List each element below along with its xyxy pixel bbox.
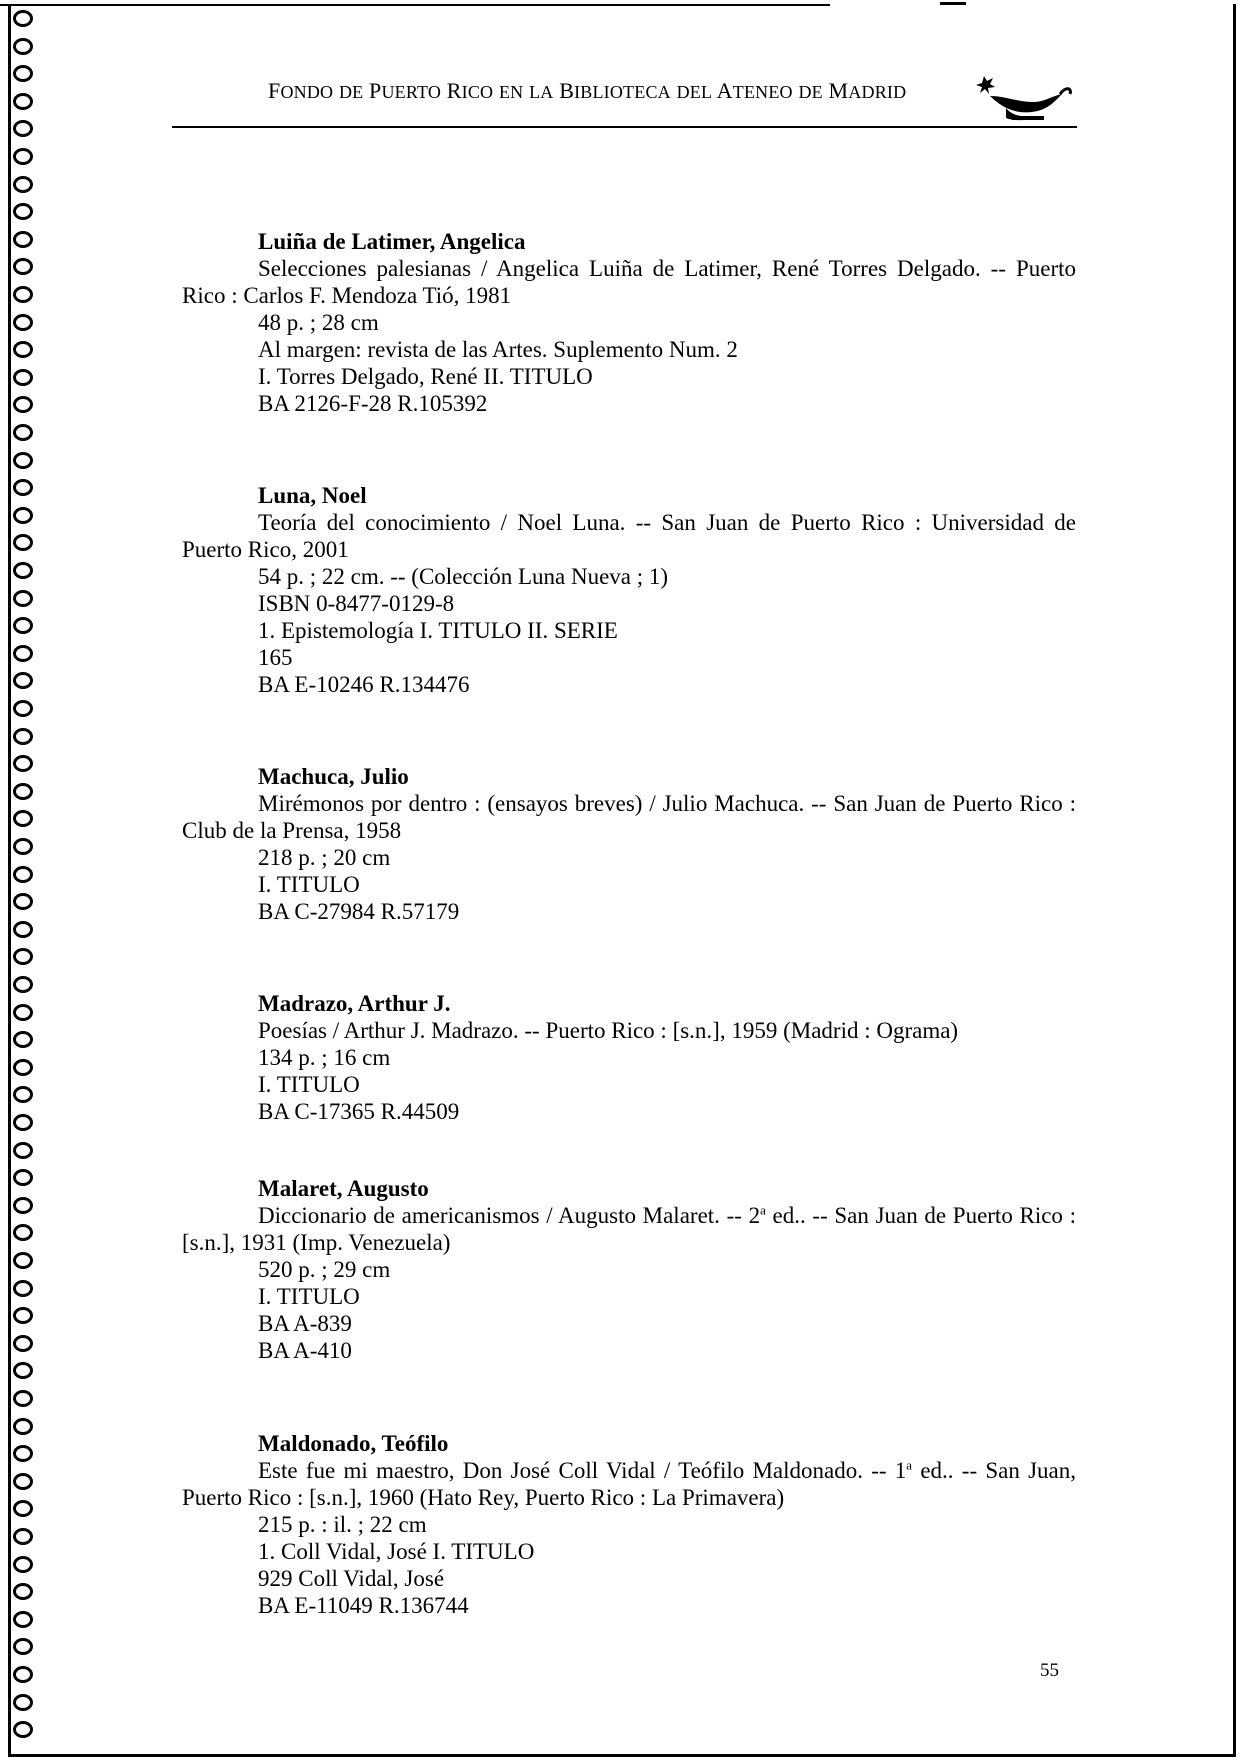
binding-ring <box>13 1721 33 1738</box>
binding-ring <box>13 1197 33 1214</box>
binding-ring <box>13 1362 33 1379</box>
binding-ring <box>13 1611 33 1628</box>
entry-author: Machuca, Julio <box>258 764 409 789</box>
binding-ring <box>13 1335 33 1352</box>
binding-ring <box>13 1031 33 1048</box>
binding-ring <box>13 1142 33 1159</box>
binding-ring <box>13 10 33 27</box>
binding-ring <box>13 38 33 55</box>
entry-author: Luiña de Latimer, Angelica <box>258 229 526 254</box>
binding-ring <box>13 176 33 193</box>
entry-title: Este fue mi maestro, Don José Coll Vidal / Teófilo Maldonado. -- 1$^a$ ed.. -- San Juan, Puerto Rico : [s.n.], 1960 (Hato Rey, Puerto Rico : La Primavera) <box>182 1457 1076 1510</box>
binding-ring <box>13 1666 33 1683</box>
binding-ring <box>13 1500 33 1517</box>
binding-ring <box>13 590 33 607</box>
binding-ring <box>13 1059 33 1076</box>
binding-ring <box>13 948 33 965</box>
binding-ring <box>13 1252 33 1269</box>
binding-ring <box>13 479 33 496</box>
binding-ring <box>13 1280 33 1297</box>
binding-ring <box>13 1528 33 1545</box>
page-bottom-border <box>8 1754 1236 1757</box>
entry-detail: 1. Coll Vidal, José I. TITULO <box>258 1539 535 1564</box>
binding-ring <box>13 1556 33 1573</box>
binding-ring <box>13 617 33 634</box>
page-header <box>0 78 1245 118</box>
scan-mark <box>940 2 966 5</box>
binding-ring <box>13 424 33 441</box>
binding-ring <box>13 1445 33 1462</box>
binding-ring <box>13 810 33 827</box>
binding-ring <box>13 452 33 469</box>
binding-ring <box>13 1086 33 1103</box>
entry-detail: 929 Coll Vidal, José <box>258 1566 445 1591</box>
catalog-entry <box>182 763 1076 925</box>
entry-detail: I. Torres Delgado, René II. TITULO <box>258 364 593 389</box>
binding-ring <box>13 534 33 551</box>
entry-author: Malaret, Augusto <box>258 1176 429 1201</box>
binding-ring <box>13 783 33 800</box>
entry-title: Selecciones palesianas / Angelica Luiña de Latimer, René Torres Delgado. -- Puerto Rico : Carlos F. Mendoza Tió, 1981 <box>182 256 1076 308</box>
binding-ring <box>13 645 33 662</box>
entry-author: Maldonado, Teófilo <box>258 1431 449 1456</box>
binding-ring <box>13 203 33 220</box>
binding-ring <box>13 1004 33 1021</box>
binding-ring <box>13 1638 33 1655</box>
oil-lamp-icon <box>976 72 1076 122</box>
page-left-border <box>8 6 11 1756</box>
entry-detail: BA C-27984 R.57179 <box>258 899 460 924</box>
binding-ring <box>13 1307 33 1324</box>
entry-detail: 54 p. ; 22 cm. -- (Colección Luna Nueva ; 1) <box>258 564 669 589</box>
entry-title: Diccionario de americanismos / Augusto Malaret. -- 2$^a$ ed.. -- San Juan de Puerto Rico : [s.n.], 1931 (Imp. Venezuela) <box>182 1202 1076 1255</box>
page-top-border <box>0 4 830 6</box>
catalog-entry <box>182 1175 1076 1364</box>
entry-title: Mirémonos por dentro : (ensayos breves) / Julio Machuca. -- San Juan de Puerto Rico : Club de la Prensa, 1958 <box>182 791 1076 843</box>
binding-ring <box>13 1473 33 1490</box>
binding-ring <box>13 1169 33 1186</box>
running-title: FONDO DE PUERTO RICO EN LA BIBLIOTECA DEL ATENEO DE MADRID <box>268 78 907 103</box>
binding-ring <box>13 893 33 910</box>
entry-detail: BA A-410 <box>258 1338 352 1363</box>
binding-ring <box>13 1418 33 1435</box>
binding-ring <box>13 838 33 855</box>
entry-detail: 218 p. ; 20 cm <box>258 845 391 870</box>
binding-ring <box>13 148 33 165</box>
binding-ring <box>13 700 33 717</box>
entry-detail: BA E-11049 R.136744 <box>258 1593 469 1618</box>
binding-ring <box>13 1694 33 1711</box>
binding-ring <box>13 1224 33 1241</box>
binding-ring <box>13 1390 33 1407</box>
entry-detail: 520 p. ; 29 cm <box>258 1257 391 1282</box>
binding-ring <box>13 672 33 689</box>
binding-ring <box>13 341 33 358</box>
binding-ring <box>13 866 33 883</box>
page-number: 55 <box>1040 1660 1059 1681</box>
binding-ring <box>13 231 33 248</box>
entry-detail: Al margen: revista de las Artes. Suplemento Num. 2 <box>258 337 738 362</box>
entry-detail: 165 <box>258 645 293 670</box>
entry-detail: I. TITULO <box>258 1284 360 1309</box>
catalog-entry <box>182 1430 1076 1619</box>
entry-detail: ISBN 0-8477-0129-8 <box>258 591 455 616</box>
entry-detail: BA C-17365 R.44509 <box>258 1099 460 1124</box>
catalog-entry <box>182 228 1076 417</box>
catalog-entry <box>182 990 1076 1125</box>
catalog-entry <box>182 482 1076 698</box>
entry-detail: I. TITULO <box>258 872 360 897</box>
entry-title: Teoría del conocimiento / Noel Luna. -- San Juan de Puerto Rico : Universidad de Puerto Rico, 2001 <box>182 510 1076 562</box>
binding-ring <box>13 976 33 993</box>
entry-title: Poesías / Arthur J. Madrazo. -- Puerto Rico : [s.n.], 1959 (Madrid : Ograma) <box>258 1018 959 1043</box>
header-rule <box>172 126 1077 128</box>
entry-detail: I. TITULO <box>258 1072 360 1097</box>
entry-author: Madrazo, Arthur J. <box>258 991 451 1016</box>
entry-detail: 134 p. ; 16 cm <box>258 1045 391 1070</box>
entry-detail: BA E-10246 R.134476 <box>258 672 470 697</box>
binding-ring <box>13 562 33 579</box>
entry-detail: BA A-839 <box>258 1311 352 1336</box>
binding-ring <box>13 921 33 938</box>
binding-ring <box>13 396 33 413</box>
entry-detail: 215 p. : il. ; 22 cm <box>258 1512 427 1537</box>
binding-ring <box>13 258 33 275</box>
page-right-border <box>1233 4 1236 1757</box>
binding-ring <box>13 1114 33 1131</box>
binding-ring <box>13 1583 33 1600</box>
entry-detail: 1. Epistemología I. TITULO II. SERIE <box>258 618 618 643</box>
binding-ring <box>13 369 33 386</box>
binding-ring <box>13 314 33 331</box>
binding-ring <box>13 286 33 303</box>
entry-detail: BA 2126-F-28 R.105392 <box>258 391 488 416</box>
entry-author: Luna, Noel <box>258 483 367 508</box>
binding-ring <box>13 755 33 772</box>
binding-ring <box>13 120 33 137</box>
entry-detail: 48 p. ; 28 cm <box>258 310 379 335</box>
binding-ring <box>13 507 33 524</box>
binding-ring <box>13 728 33 745</box>
